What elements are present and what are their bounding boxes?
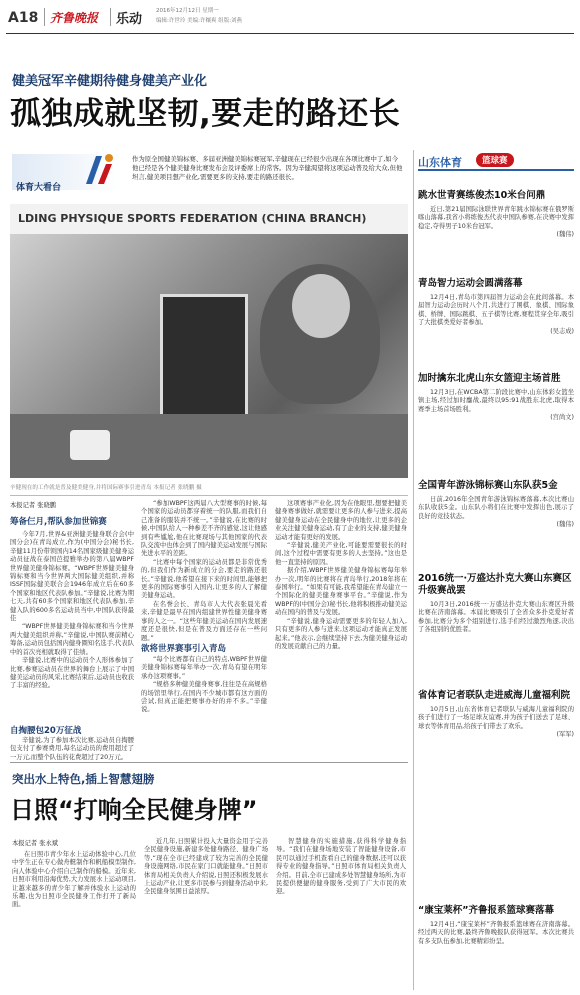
person-head (292, 274, 350, 338)
second-column-3: 智慧健身的实施措施,获得科学健身指导。“我们在健身场地安装了智能健身设备,市民可以通过手机查看自己的健身数据,还可以获得专业的健身指导。”日照市体育局相关负责人介绍。目前,全市已建成多处智慧健身场所,为市民提供便捷的健身服务,受到了广大市民的欢迎。 (276, 838, 406, 896)
sidebar-item-tag: (吴志成) (550, 327, 574, 335)
rule (10, 762, 408, 763)
sidebar-item-tag: (宫尚文) (550, 414, 574, 422)
paragraph: “WBPF世界健美健身锦标赛和当今世界两大健美组织并称,”辛健说,中国队赛前精心筹备,运动员包括国内健身圈知名选手,代表队中的首次亮相就取得了佳绩。 (10, 623, 134, 656)
teapot (70, 430, 110, 460)
paragraph: “辛健说,健美产业化,可能要需要很长的时间,这个过程中需要有更多的人去坚持。”这也是他一直坚持的原因。 (275, 542, 407, 566)
sidebar-item-title: 省体育记者联队走进威海儿童福利院 (418, 690, 571, 701)
photo-caption: 辛健现在的工作就是普及健美健身,并将国际赛事引进青岛 本报记者 张晓鹏 摄 (10, 485, 202, 491)
subhead-2: 自掏腰包20万征战 (10, 726, 82, 736)
sidebar-item-tag: (魏伟) (556, 521, 574, 529)
paragraph: 今年7月,世界&亚洲健美健身联合会(中国分会)在青岛成立,作为(中国分会)秘书长,辛健11月份带领国内14名国家级健美健身运动员征战在泰国芭提雅举办的第八届WBPF世界健美健身锦标赛。“WBPF世界健美健身锦标赛和当今世界两大国际健美组织,并称ISSF国际健美联合会1946年成立后在60多个国家和地区代表队参加。”辛健说,比赛为期七天,共有60多个国家和地区代表队参加,辛健入队的600多名运动员当中,中国队获得最佳 (10, 531, 134, 623)
sidebar-badge: 篮球赛 (476, 153, 514, 167)
divider (44, 8, 45, 26)
sidebar-item-body: 10月5日,山东省体育记者联队与威海儿童福利院的孩子们进行了一场足球友谊赛,并为孩子们送去了足球、球衣等体育用品,给孩子们带去了欢乐。 (418, 706, 574, 730)
paragraph: 辛健说,为了参加本次比赛,运动员自掏腰包支付了参赛费用,每名运动员的费用超过了一万元,而整个队伍的花费超过了20万元。 (10, 737, 134, 761)
sidebar-item-body: 12月4日,青岛市第四届智力运动会在此间落幕。本届智力运动会历时八个月,共进行了围棋、象棋、国际象棋、桥牌、国际跳棋、五子棋等比赛,赛程贯穿全年,吸引了大批棋类爱好者参加。 (418, 294, 574, 327)
section-name: 乐动 (116, 12, 143, 27)
sidebar-item (418, 278, 574, 368)
sidebar-item-title: 全国青年游泳锦标赛山东队获5金 (418, 480, 558, 491)
sidebar-brand: 山东体育 (418, 156, 462, 169)
paragraph: 辛健说,比赛中的运动员个人形体参加了比赛,参赛运动员在世界的舞台上展示了中国健美运动员的风采,比赛结束后,运动员也收获了丰富的经验。 (10, 657, 134, 690)
paper-logo: 齐鲁晚报 (50, 11, 99, 25)
paragraph: 据介绍,WBPF世界健美健身锦标赛每年举办一次,明年的比赛将在青岛举行,2018年将在泰国举行。“如果有可能,我希望能在青岛建立一个国际化的健美健身赛事平台。”辛健说,作为WBPF的(中国分会)秘书长,他将积极推动健美运动在国内的普及与发展。 (275, 567, 407, 617)
subhead-1: 筹备仨月,帮队参加世锦赛 (10, 517, 107, 527)
sidebar-divider (413, 150, 414, 990)
sidebar-item-title: 青岛智力运动会圆满落幕 (418, 278, 523, 289)
second-kicker: 突出水上特色,插上智慧翅膀 (12, 772, 155, 786)
article-column-2 (141, 500, 267, 640)
date-line: 2016年12月12日 星期一 (156, 8, 219, 14)
sidebar-item-body: 12月4日,“康宝莱杯”齐鲁报系篮球赛在济南落幕。经过两天的比赛,最终齐鲁晚报队获得冠军。本次比赛共有多支队伍参加,比赛精彩纷呈。 (418, 921, 574, 945)
editor-line: 编辑:许世玲 美编:许穰爽 组版:刘燕 (156, 18, 243, 24)
second-column-2: 近几年,日照累计投入大量资金用于完善全民健身设施,新建多处健身路径、健身广场等,“现在全市已经建成了较为完善的全民健身设施网络,市民在家门口就能健身。”日照市体育局相关负责人介绍说,日照还积极发展水上运动产业,让更多市民参与到健身活动中来,全民健身氛围日益浓厚。 (144, 838, 268, 896)
second-column-1: 在日照市青少年水上运动体验中心,几位中学生正在专心做舟艇制作和帆船模型制作,向人体验中心介绍自己制作的船模。近年来,日照市利用沿海优势,大力发展水上运动项目,让越来越多的青少年了解并体验水上运动的乐趣,也为日照市全民健身工作打开了新局面。 (12, 851, 136, 909)
divider (110, 8, 111, 26)
paragraph: “每个比赛都有自己的特点,WBPF世界健美健身锦标赛每年举办一次,青岛有望在明年承办这项赛事。” (141, 656, 267, 680)
sidebar-item (418, 573, 574, 678)
runner-logo-icon (78, 150, 118, 190)
paragraph: 在名誉会长、青岛市人大代表张晨光看来,辛健是最早在国内组建世界性健美健身赛事的人之一。“这些年健美运动在国内发展速度还是很快,但是在普及方面还存在一些问题。” (141, 600, 267, 642)
masthead (6, 2, 574, 32)
column-badge (12, 150, 124, 196)
headline: 孤独成就坚韧,要走的路还长 (10, 96, 401, 132)
framed-photo (160, 294, 248, 420)
sidebar-item (418, 905, 574, 991)
paragraph: “参加WBPF这两届八大型赛事的时候,每个国家的运动员都穿着统一的队服,而我们自己准备的服装并不统一。”辛健说,在比赛的时候,中国队给人一种参差不齐的感觉,这让他感到有些尴尬,他在比赛现场与其他国家的代表队交流中也体会到了国内健美运动发展与国际先进水平的差距。 (141, 500, 267, 558)
article-column-2b (141, 656, 267, 756)
second-headline: 日照“打响全民健身牌” (10, 796, 258, 824)
second-byline: 本报记者 张永斌 (12, 840, 59, 847)
sidebar-item-title: 2016统一·万盛达扑克大赛山东赛区升级赛战罢 (418, 573, 572, 596)
masthead-rule (6, 33, 574, 34)
article-photo (10, 204, 408, 478)
sidebar-item-title: 加时擒东北虎山东女篮迎主场首胜 (418, 373, 561, 384)
lead-paragraph: 作为原全国健美锦标赛、多届亚洲健美锦标赛冠军,辛健现在已经很少出现在各项比赛中了,如今他已经是各个健美健身比赛发布会及评委席上的常客。因为辛健渴望将这项运动普及给大众,但他坦言,健美项目想产业化,需要更多的支持,要走的路还很长。 (132, 155, 403, 181)
photo-banner-text: LDING PHYSIQUE SPORTS FEDERATION (CHINA BRANCH) (18, 212, 367, 225)
sidebar-item-body: 10月3日,2016统一·万盛达扑克大赛山东赛区升级比赛在济南落幕。本届比赛吸引了全省众多扑克爱好者参加,比赛分为多个组别进行,选手们经过激烈角逐,决出了各组别的优胜者。 (418, 601, 574, 634)
page-number: A18 (8, 10, 39, 26)
sidebar-item-body: 12月3日,在WCBA第二阶段比赛中,山东体彩女篮坐镇主场,经过加时鏖战,最终以95:91战胜东北虎,取得本赛季主场首场胜利。 (418, 389, 574, 413)
sidebar-item (418, 690, 574, 815)
sidebar-header-rule (418, 169, 574, 171)
byline: 本报记者 张晓鹏 (10, 502, 57, 509)
sidebar-item (418, 190, 574, 274)
sidebar-item (418, 480, 574, 570)
sidebar-item-title: “康宝莱杯”齐鲁报系篮球赛落幕 (418, 905, 554, 916)
paragraph: 这项赛事产业化,因为在他眼里,想要把健美健身赛事做好,就需要让更多的人参与进来,提高健美健身运动在全民健身中的地位,让更多的企业关注健美健身运动,有了企业的支持,健美健身运动才能有更好的发展。 (275, 500, 407, 541)
sidebar-item-body: 日前,2016年全国青年游泳锦标赛落幕,本次比赛山东队收获5金。山东队小将们在比赛中发挥出色,展示了良好的竞技状态。 (418, 496, 574, 520)
paragraph: “辛健说,健身运动需要更多的年轻人加入,只有更多的人参与进来,这项运动才能真正发展起来。”他表示,会继续坚持下去,为健美健身运动的发展贡献自己的力量。 (275, 617, 407, 650)
sidebar-header (418, 150, 574, 174)
rule (10, 495, 408, 496)
kicker: 健美冠军辛健期待健身健美产业化 (12, 74, 208, 89)
sidebar-item-tag: (军军) (556, 731, 574, 739)
paragraph: “规格多种健美健身赛事,往往是在高规格的场馆里举行,在国内不少城市都有这方面的尝试,但真正能把赛事办好的并不多。”辛健说。 (141, 681, 267, 714)
article-column-3 (275, 500, 407, 756)
article-column-1 (10, 515, 134, 710)
sidebar-item-body: 近日,第21届国际泳联世界青年跳水锦标赛在俄罗斯喀山落幕,我省小将练俊杰代表中国队参赛,在决赛中发挥稳定,夺得男子10米台冠军。 (418, 206, 574, 230)
subhead-3: 欲将世界赛事引入青岛 (141, 644, 227, 654)
column-badge-label: 体育大看台 (16, 183, 62, 193)
sidebar-item-tag: (魏伟) (556, 231, 574, 239)
paragraph: “比赛中每个国家的运动员都是非常优秀的,但我们作为新成立的分会,要走的路还很长。”辛健说,他希望在接下来的时间里,能够把更多的国际赛事引入国内,让更多的人了解健美健身运动。 (141, 558, 267, 600)
sidebar-item-title: 跳水世青赛练俊杰10米台问鼎 (418, 190, 546, 201)
sidebar-item (418, 373, 574, 463)
